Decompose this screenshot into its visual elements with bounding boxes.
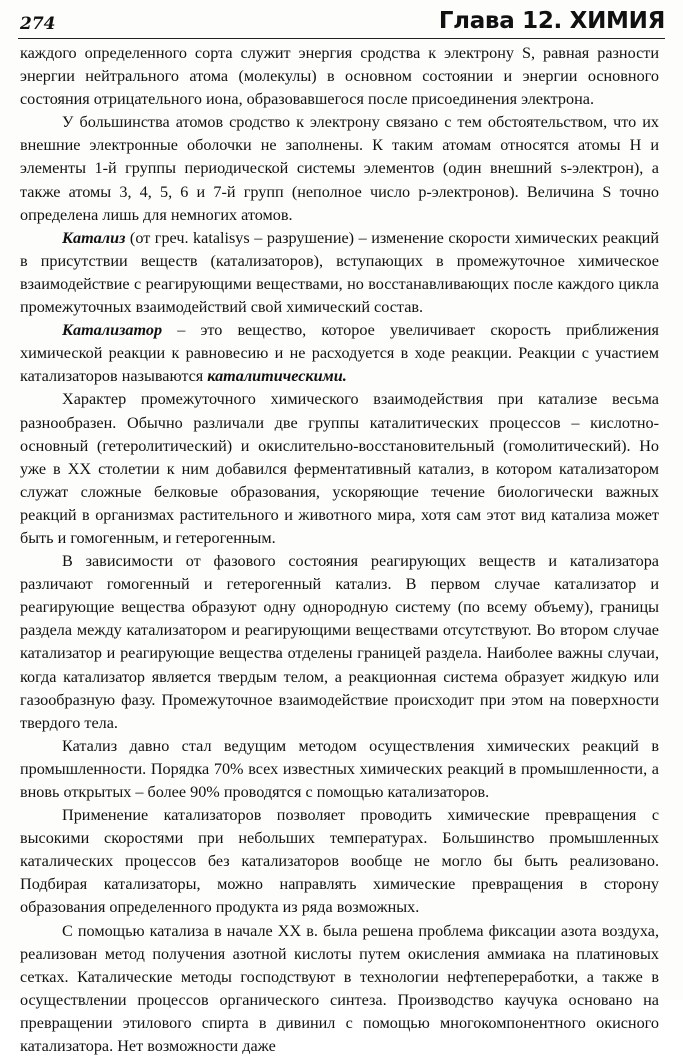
paragraph: Катализ давно стал ведущим методом осуществления химических реакций в промышленности. Порядка 70% всех известных химических реакций в промышленности, а вновь открытых – более 90% проводятся с помощью катализаторов. (20, 736, 659, 801)
paragraph: Катализ (от греч. katalisys – разрушение) – изменение скорости химических реакций в присутствии веществ (катализаторов), вступающих в промежуточное химическое взаимодействие с реагирующими веществами, но восстанавливающих после каждого цикла промежуточных взаимодействий свой химический состав. (20, 228, 659, 317)
chapter-title: Глава 12. ХИМИЯ (438, 8, 665, 34)
running-header (18, 8, 665, 36)
term-catalytic: каталитическими. (207, 367, 347, 386)
paragraph: Характер промежуточного химического взаимодействия при катализе весьма разнообразен. Обычно различали две группы каталитических процессов – кислотно-основный (гетеролитический) и окислительно-восстановительный (гомолитический). Но уже в XX столетии к ним добавился ферментативный катализ, в котором катализатором служат сложные белковые образования, ускоряющие течение биологически важных реакций в организмах растительного и животного мира, хотя сам этот вид катализа может быть и гомогенным, и гетерогенным. (20, 390, 659, 547)
term-catalyst: Катализатор (62, 321, 163, 340)
body-text (20, 42, 659, 1058)
term-catalysis: Катализ (62, 228, 126, 247)
paragraph: Катализатор – это вещество, которое увеличивает скорость приближения химической реакции к равновесию и не расходуется в ходе реакции. Реакции с участием катализаторов называются каталитическими. (20, 321, 659, 386)
paragraph: С помощью катализа в начале XX в. была решена проблема фиксации азота воздуха, реализован метод получения азотной кислоты путем окисления аммиака на платиновых сетках. Каталические методы господствуют в технологии нефтепереработки, а также в осуществлении процессов органического синтеза. Производство каучука основано на превращении этилового спирта в дивинил с помощью многокомпонентного окисного катализатора. Нет возможности даже (20, 921, 659, 1056)
header-rule (18, 38, 665, 39)
paragraph: В зависимости от фазового состояния реагирующих веществ и катализатора различают гомогенный и гетерогенный катализ. В первом случае катализатор и реагирующие вещества образуют одну однородную систему (по всему объему), границы раздела между катализатором и реагирующими веществами отсутствуют. Во втором случае катализатор и реагирующие вещества отделены границей раздела. Наиболее важны случаи, когда катализатор является твердым телом, а реакционная система образует жидкую или газообразную фазу. Промежуточное взаимодействие происходит при этом на поверхности твердого тела. (20, 552, 659, 732)
paragraph: Применение катализаторов позволяет проводить химические превращения с высокими скоростями при небольших температурах. Большинство промышленных каталических процессов без катализаторов вообще не могло бы быть реализовано. Подбирая катализаторы, можно направлять химические превращения в сторону образования определенного продукта из ряда возможных. (20, 806, 659, 917)
page-number: 274 (20, 14, 56, 34)
paragraph: У большинства атомов сродство к электрону связано с тем обстоятельством, что их внешние электронные оболочки не заполнены. К таким атомам относятся атомы Н и элементы 1-й группы периодической системы элементов (один внешний s-электрон), а также атомы 3, 4, 5, 6 и 7-й групп (неполное число р-электронов). Величина S точно определена лишь для немногих атомов. (20, 113, 659, 224)
paragraph: каждого определенного сорта служит энергия сродства к электрону S, равная разности энергии нейтрального атома (молекулы) в основном состоянии и энергии основного состояния отрицательного иона, образовавшегося после присоединения электрона. (20, 44, 659, 109)
